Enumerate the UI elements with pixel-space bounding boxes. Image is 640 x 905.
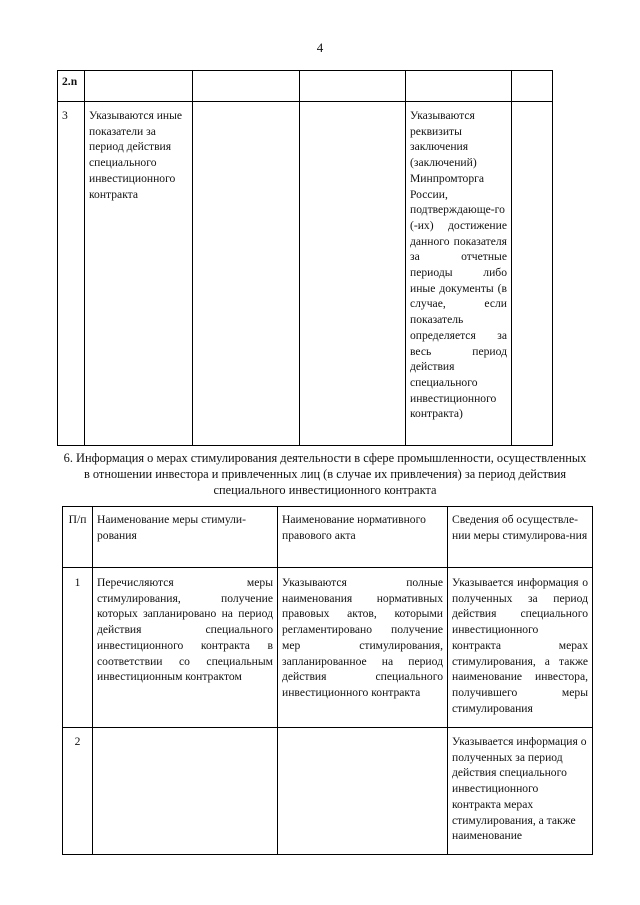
measure-name: Перечисляются меры стимулирования, получение которых запланировано на период действия специального инвестиционного контракта в соответствии со специальным инвестиционным контрактом — [93, 568, 278, 728]
table-cell — [406, 71, 512, 102]
legal-act: Указываются полные наименования нормативных правовых актов, которыми регламентировано получение мер стимулирования, запланированное на период действия специального инвестиционного контракта — [278, 568, 448, 728]
row-number: 2.n — [58, 71, 85, 102]
row-number: 2 — [63, 728, 93, 855]
measure-info: Указывается информация о полученных за период действия специального инвестиционного контракта мерах стимулирования, а также наименование — [448, 728, 593, 855]
column-header: Наименование меры стимули-рования — [93, 507, 278, 568]
table-cell — [193, 102, 300, 446]
document-requisites: Указываются реквизиты заключения (заключений) Минпромторга России, подтверждающе-го (-их) достижение данного показателя за отчетные периоды либо иные документы (в случае, если показатель определяется за весь период действия специального инвестиционного контракта) — [406, 102, 512, 446]
table-row — [63, 728, 593, 855]
section-heading: 6. Информация о мерах стимулирования деятельности в сфере промышленности, осуществленных в отношении инвестора и привлеченных лиц (в случае их привлечения) за период действия специального инвестиционного контракта — [63, 451, 587, 497]
table-row — [58, 102, 553, 446]
measure-name — [93, 728, 278, 855]
table-cell — [300, 102, 406, 446]
table-cell — [193, 71, 300, 102]
column-header: Наименование нормативного правового акта — [278, 507, 448, 568]
stimulus-measures-table — [62, 506, 593, 855]
measure-info: Указывается информация о полученных за период действия специального инвестиционного контракта мерах стимулирования, а также наименование инвестора, получившего меры стимулирования — [448, 568, 593, 728]
table-cell — [512, 71, 553, 102]
legal-act — [278, 728, 448, 855]
page-number: 4 — [316, 40, 324, 55]
table-cell — [85, 71, 193, 102]
row-number: 3 — [58, 102, 85, 446]
indicators-table — [57, 70, 553, 446]
table-cell — [300, 71, 406, 102]
table-row — [63, 568, 593, 728]
table-header-row — [63, 507, 593, 568]
row-number: 1 — [63, 568, 93, 728]
table-cell — [512, 102, 553, 446]
table-row — [58, 71, 553, 102]
indicator-description: Указываются иные показатели за период действия специального инвестиционного контракта — [85, 102, 193, 446]
column-header: П/п — [63, 507, 93, 568]
column-header: Сведения об осуществле-нии меры стимулирова-ния — [448, 507, 593, 568]
